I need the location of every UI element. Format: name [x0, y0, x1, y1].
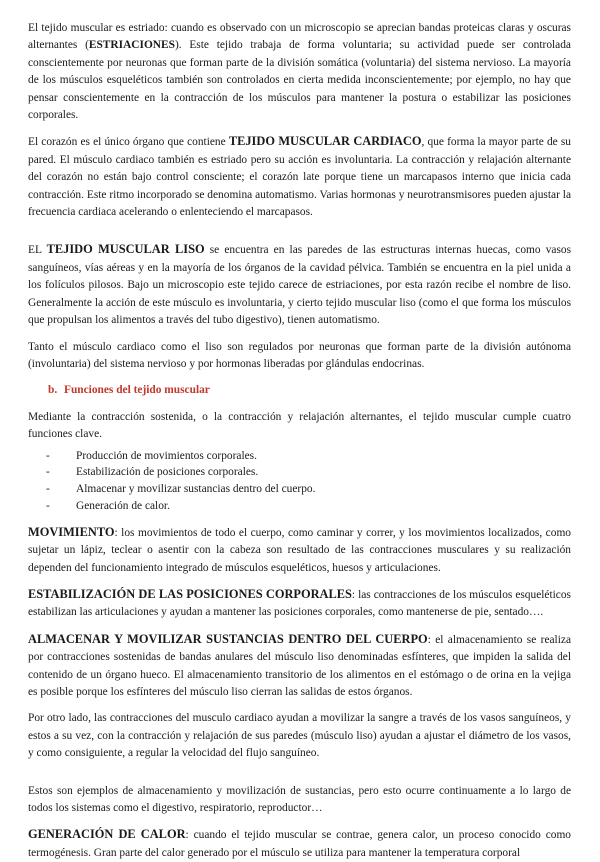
text-run: El tejido muscular es estriado: cuando es observado con un microscopio se aprecian bandas proteicas claras y oscuras alternantes ( — [28, 22, 571, 52]
list-item-text: Generación de calor. — [76, 499, 170, 512]
paragraph-cardiac-muscle — [28, 133, 571, 221]
paragraph-examples: Estos son ejemplos de almacenamiento y movilización de sustancias, pero esto ocurre continuamente a lo largo de todos los sistemas como el digestivo, respiratorio, reproductor… — [28, 784, 571, 814]
text-run: , que forma la mayor parte de su pared. El músculo cardiaco también es estriado pero su acción es involuntaria. La contracción y relajación alternante del corazón no están bajo control consciente; el corazón late porque tiene un marcapasos interno que inicia cada contracción. Este ritmo incorporado se denomina automatismo. Varias hormonas y neurotransmisores pueden ajustar la frecuencia cardiaca acelerando o enlenteciendo el marcapasos. — [28, 136, 571, 219]
term-estabilizacion: ESTABILIZACIÓN DE LAS POSICIONES CORPORALES — [28, 586, 352, 601]
text-run: EL — [28, 244, 47, 257]
term-estriaciones: ESTRIACIONES — [88, 39, 175, 52]
text-run: ). Este tejido trabaja de forma voluntaria; su actividad puede ser controlada conscientemente por neuronas que forman parte de la división somática (voluntaria) del sistema nervioso. La mayoría de los músculos esqueléticos también son controlados en cierta medida inconscientemente; por ejemplo, no hay que pensar conscientemente en la contracción de los músculos para mantener la postura o estabilizar las posiciones corporales. — [28, 39, 571, 122]
section-title: Funciones del tejido muscular — [64, 384, 210, 397]
term-smooth-muscle: TEJIDO MUSCULAR LISO — [46, 242, 205, 257]
list-item — [28, 448, 571, 465]
list-item-text: Estabilización de posiciones corporales. — [76, 466, 259, 479]
paragraph-cardiac-transport: Por otro lado, las contracciones del musculo cardiaco ayudan a movilizar la sangre a través de los vasos sanguíneos, y estos a su vez, con la contracción y relajación de sus paredes (músculo liso) ayudan a ajustar el diámetro de los vasos, y como consiguiente, a regular la velocidad del flujo sanguíneo. — [28, 712, 571, 760]
list-item-text: Almacenar y movilizar sustancias dentro del cuerpo. — [76, 483, 316, 496]
paragraph-smooth-muscle — [28, 241, 571, 329]
paragraph-functions-intro: Mediante la contracción sostenida, o la contracción y relajación alternantes, el tejido muscular cumple cuatro funciones clave. — [28, 410, 571, 441]
text-run: El corazón es el único órgano que contiene — [28, 136, 229, 149]
list-bullet: - — [46, 466, 50, 479]
paragraph-movimiento — [28, 524, 571, 577]
paragraph-generacion — [28, 826, 571, 862]
term-movimiento: MOVIMIENTO — [28, 524, 115, 539]
paragraph-regulation: Tanto el músculo cardiaco como el liso son regulados por neuronas que forman parte de la división autónoma (involuntaria) del sistema nervioso y por hormonas liberadas por glándulas endocrinas. — [28, 340, 571, 370]
paragraph-skeletal-muscle — [28, 20, 571, 124]
text-run: : el almacenamiento se realiza por contracciones sostenidas de bandas anulares del músculo liso denominadas esfínteres, que impiden la salida del contenido de un órgano hueco. El almacenamiento transitorio de los alimentos en el estómago o de orina en la vejiga es posible porque los esfínteres del músculo liso cierran las salidas de estos órganos. — [28, 633, 572, 698]
text-run: se encuentra en las paredes de las estructuras internas huecas, como vasos sanguíneos, vías aéreas y en la mayoría de los órganos de la cavidad pélvica. También se encuentra en la piel unida a los folículos pilosos. Bajo un microscopio este tejido carece de estriaciones, por esta razón recibe el nombre de liso. Generalmente la acción de este músculo es involuntaria, y cierto tejido muscular liso (como el que forma los músculos que propulsan los alimentos a través del tubo digestivo), tienen automatismo. — [28, 244, 572, 327]
list-item — [28, 481, 571, 498]
paragraph-estabilizacion — [28, 586, 571, 622]
section-number: b. — [48, 384, 58, 397]
term-cardiac-muscle: TEJIDO MUSCULAR CARDIACO — [228, 134, 422, 149]
section-heading-functions — [48, 382, 571, 399]
text-run: : cuando el tejido muscular se contrae, genera calor, un proceso conocido como termogénesis. Gran parte del calor generado por el músculo se utiliza para mantener la temperatura corporal — [28, 829, 572, 859]
list-item-text: Producción de movimientos corporales. — [76, 449, 257, 462]
term-generacion: GENERACIÓN DE CALOR — [28, 827, 186, 842]
text-run: : los movimientos de todo el cuerpo, como caminar y correr, y los movimientos localizados, como sujetar un lápiz, teclear o asentir con la cabeza son resultado de las contracciones musculares y su realización dependen del funcionamiento integrado de músculos esqueléticos, huesos y articulaciones. — [28, 526, 571, 574]
list-item — [28, 498, 571, 515]
list-bullet: - — [46, 499, 50, 512]
functions-list — [28, 448, 571, 515]
list-bullet: - — [46, 483, 50, 496]
list-bullet: - — [46, 449, 50, 462]
text-run: : las contracciones de los músculos esqueléticos estabilizan las articulaciones y ayudan a mantener las posiciones corporales, como mantenerse de pie, sentado…. — [28, 588, 571, 619]
term-almacenar: ALMACENAR Y MOVILIZAR SUSTANCIAS DENTRO DEL CUERPO — [28, 631, 428, 646]
paragraph-almacenar — [28, 631, 571, 702]
list-item — [28, 464, 571, 481]
